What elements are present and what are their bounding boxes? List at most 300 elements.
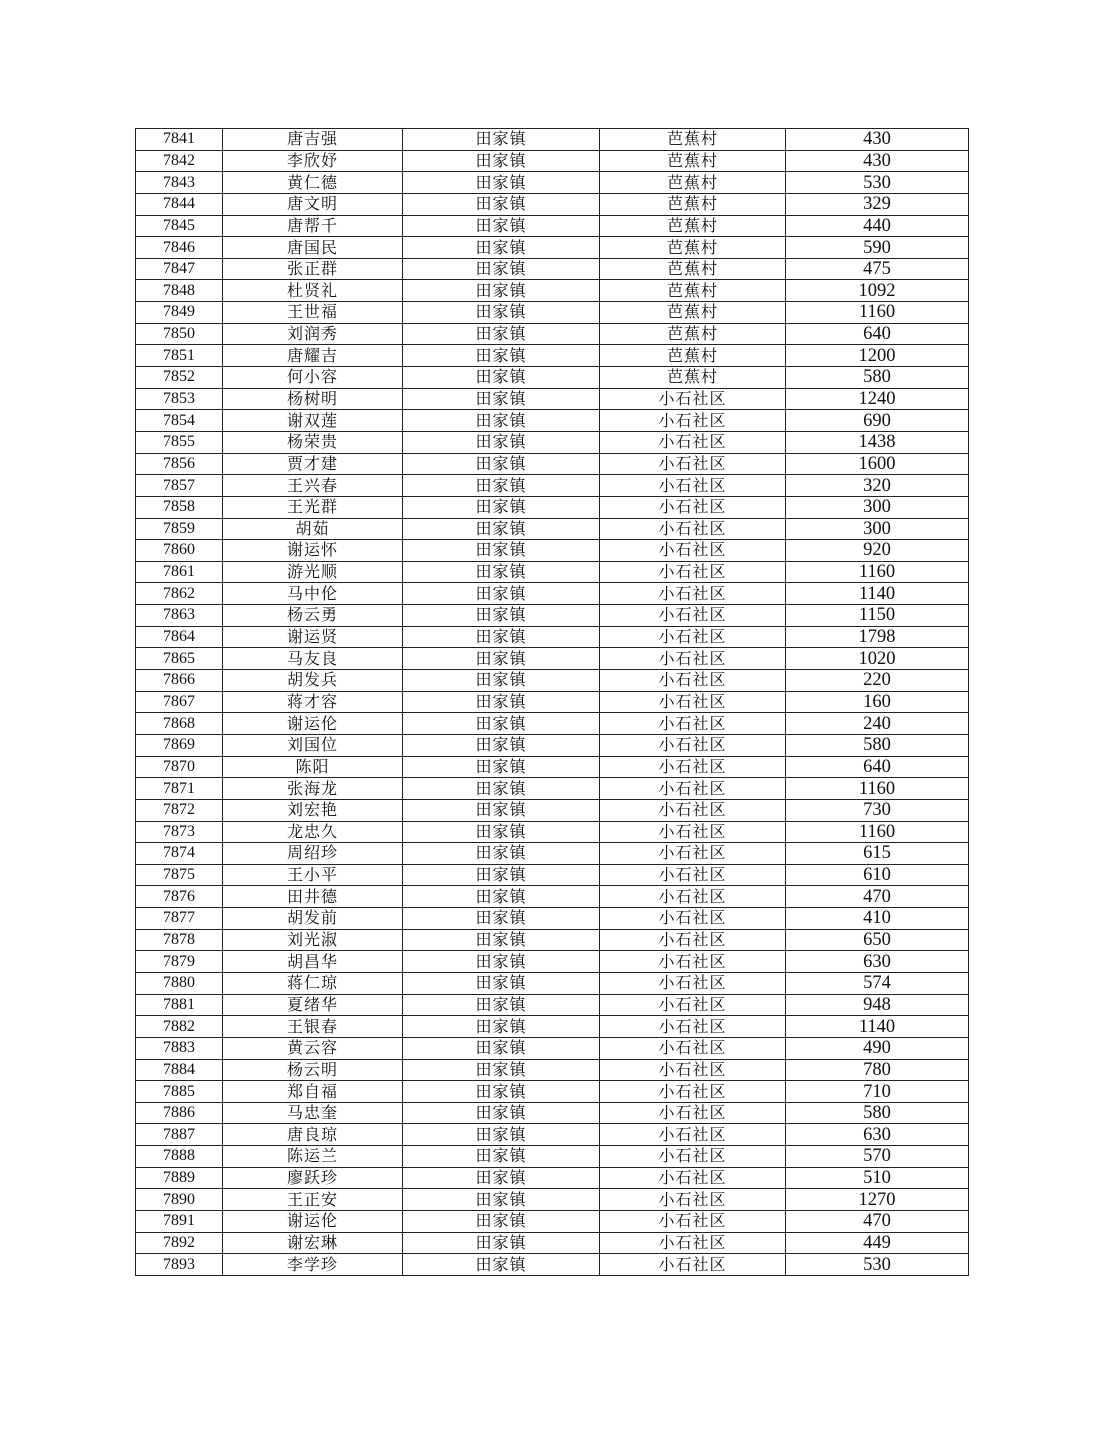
amount-cell: 590 <box>786 237 969 259</box>
table-row <box>136 864 969 886</box>
row-number-cell: 7883 <box>136 1037 223 1059</box>
row-number-cell: 7885 <box>136 1081 223 1103</box>
amount-cell: 574 <box>786 972 969 994</box>
town-cell: 田家镇 <box>403 864 600 886</box>
row-number-cell: 7868 <box>136 713 223 735</box>
amount-cell: 640 <box>786 323 969 345</box>
village-cell: 小石社区 <box>600 605 786 627</box>
name-cell: 王小平 <box>223 864 403 886</box>
village-cell: 小石社区 <box>600 1037 786 1059</box>
village-cell: 小石社区 <box>600 431 786 453</box>
table-row <box>136 1081 969 1103</box>
village-cell: 小石社区 <box>600 475 786 497</box>
village-cell: 小石社区 <box>600 1254 786 1276</box>
village-cell: 小石社区 <box>600 951 786 973</box>
town-cell: 田家镇 <box>403 1124 600 1146</box>
table-row <box>136 583 969 605</box>
table-row <box>136 1059 969 1081</box>
amount-cell: 1798 <box>786 626 969 648</box>
amount-cell: 475 <box>786 258 969 280</box>
amount-cell: 510 <box>786 1167 969 1189</box>
row-number-cell: 7854 <box>136 410 223 432</box>
table-row <box>136 496 969 518</box>
row-number-cell: 7874 <box>136 843 223 865</box>
table-row <box>136 605 969 627</box>
table-row <box>136 821 969 843</box>
village-cell: 小石社区 <box>600 1059 786 1081</box>
amount-cell: 580 <box>786 367 969 389</box>
amount-cell: 1020 <box>786 648 969 670</box>
village-cell: 小石社区 <box>600 626 786 648</box>
row-number-cell: 7880 <box>136 972 223 994</box>
town-cell: 田家镇 <box>403 129 600 151</box>
village-cell: 小石社区 <box>600 648 786 670</box>
town-cell: 田家镇 <box>403 648 600 670</box>
row-number-cell: 7851 <box>136 345 223 367</box>
name-cell: 刘润秀 <box>223 323 403 345</box>
row-number-cell: 7886 <box>136 1102 223 1124</box>
village-cell: 芭蕉村 <box>600 280 786 302</box>
town-cell: 田家镇 <box>403 756 600 778</box>
row-number-cell: 7844 <box>136 193 223 215</box>
town-cell: 田家镇 <box>403 929 600 951</box>
name-cell: 胡昌华 <box>223 951 403 973</box>
amount-cell: 329 <box>786 193 969 215</box>
village-cell: 小石社区 <box>600 778 786 800</box>
table-row <box>136 929 969 951</box>
amount-cell: 490 <box>786 1037 969 1059</box>
row-number-cell: 7891 <box>136 1211 223 1233</box>
table-row <box>136 756 969 778</box>
table-row <box>136 388 969 410</box>
village-cell: 小石社区 <box>600 1167 786 1189</box>
table-row <box>136 453 969 475</box>
table-row <box>136 972 969 994</box>
village-cell: 芭蕉村 <box>600 302 786 324</box>
village-cell: 小石社区 <box>600 691 786 713</box>
amount-cell: 730 <box>786 799 969 821</box>
table-row <box>136 886 969 908</box>
row-number-cell: 7847 <box>136 258 223 280</box>
amount-cell: 610 <box>786 864 969 886</box>
amount-cell: 948 <box>786 994 969 1016</box>
village-cell: 芭蕉村 <box>600 172 786 194</box>
village-cell: 芭蕉村 <box>600 150 786 172</box>
town-cell: 田家镇 <box>403 323 600 345</box>
village-cell: 小石社区 <box>600 843 786 865</box>
town-cell: 田家镇 <box>403 1146 600 1168</box>
row-number-cell: 7869 <box>136 734 223 756</box>
row-number-cell: 7843 <box>136 172 223 194</box>
table-row <box>136 713 969 735</box>
village-cell: 小石社区 <box>600 453 786 475</box>
name-cell: 谢运怀 <box>223 540 403 562</box>
town-cell: 田家镇 <box>403 1059 600 1081</box>
row-number-cell: 7861 <box>136 561 223 583</box>
table-row <box>136 1167 969 1189</box>
amount-cell: 1150 <box>786 605 969 627</box>
name-cell: 胡发兵 <box>223 670 403 692</box>
village-cell: 芭蕉村 <box>600 129 786 151</box>
amount-cell: 920 <box>786 540 969 562</box>
row-number-cell: 7881 <box>136 994 223 1016</box>
name-cell: 唐良琼 <box>223 1124 403 1146</box>
town-cell: 田家镇 <box>403 561 600 583</box>
name-cell: 田井德 <box>223 886 403 908</box>
village-cell: 小石社区 <box>600 886 786 908</box>
name-cell: 唐帮千 <box>223 215 403 237</box>
table-row <box>136 475 969 497</box>
name-cell: 谢运贤 <box>223 626 403 648</box>
name-cell: 胡发前 <box>223 908 403 930</box>
table-row <box>136 734 969 756</box>
amount-cell: 1240 <box>786 388 969 410</box>
name-cell: 夏绪华 <box>223 994 403 1016</box>
town-cell: 田家镇 <box>403 475 600 497</box>
row-number-cell: 7855 <box>136 431 223 453</box>
name-cell: 陈运兰 <box>223 1146 403 1168</box>
table-row <box>136 518 969 540</box>
village-cell: 小石社区 <box>600 1146 786 1168</box>
name-cell: 胡茹 <box>223 518 403 540</box>
amount-cell: 1200 <box>786 345 969 367</box>
amount-cell: 160 <box>786 691 969 713</box>
name-cell: 游光顺 <box>223 561 403 583</box>
amount-cell: 630 <box>786 1124 969 1146</box>
town-cell: 田家镇 <box>403 172 600 194</box>
row-number-cell: 7856 <box>136 453 223 475</box>
row-number-cell: 7849 <box>136 302 223 324</box>
table-row <box>136 172 969 194</box>
table-row <box>136 367 969 389</box>
row-number-cell: 7872 <box>136 799 223 821</box>
name-cell: 刘国位 <box>223 734 403 756</box>
row-number-cell: 7877 <box>136 908 223 930</box>
village-cell: 小石社区 <box>600 496 786 518</box>
row-number-cell: 7848 <box>136 280 223 302</box>
row-number-cell: 7893 <box>136 1254 223 1276</box>
table-row <box>136 561 969 583</box>
name-cell: 杨云明 <box>223 1059 403 1081</box>
amount-cell: 710 <box>786 1081 969 1103</box>
name-cell: 谢运伦 <box>223 1211 403 1233</box>
row-number-cell: 7892 <box>136 1232 223 1254</box>
amount-cell: 1140 <box>786 1016 969 1038</box>
village-cell: 小石社区 <box>600 1211 786 1233</box>
row-number-cell: 7882 <box>136 1016 223 1038</box>
village-cell: 小石社区 <box>600 756 786 778</box>
town-cell: 田家镇 <box>403 734 600 756</box>
village-cell: 小石社区 <box>600 1102 786 1124</box>
town-cell: 田家镇 <box>403 1189 600 1211</box>
name-cell: 王光群 <box>223 496 403 518</box>
village-cell: 小石社区 <box>600 821 786 843</box>
table-row <box>136 994 969 1016</box>
row-number-cell: 7860 <box>136 540 223 562</box>
town-cell: 田家镇 <box>403 150 600 172</box>
amount-cell: 470 <box>786 1211 969 1233</box>
name-cell: 唐国民 <box>223 237 403 259</box>
name-cell: 周绍珍 <box>223 843 403 865</box>
table-row <box>136 193 969 215</box>
table-row <box>136 215 969 237</box>
village-cell: 芭蕉村 <box>600 237 786 259</box>
row-number-cell: 7863 <box>136 605 223 627</box>
town-cell: 田家镇 <box>403 778 600 800</box>
table-row <box>136 951 969 973</box>
row-number-cell: 7871 <box>136 778 223 800</box>
table-row <box>136 908 969 930</box>
row-number-cell: 7857 <box>136 475 223 497</box>
name-cell: 陈阳 <box>223 756 403 778</box>
town-cell: 田家镇 <box>403 1037 600 1059</box>
amount-cell: 1160 <box>786 302 969 324</box>
row-number-cell: 7884 <box>136 1059 223 1081</box>
village-cell: 小石社区 <box>600 1189 786 1211</box>
amount-cell: 470 <box>786 886 969 908</box>
row-number-cell: 7875 <box>136 864 223 886</box>
name-cell: 马忠奎 <box>223 1102 403 1124</box>
town-cell: 田家镇 <box>403 821 600 843</box>
amount-cell: 580 <box>786 734 969 756</box>
row-number-cell: 7864 <box>136 626 223 648</box>
town-cell: 田家镇 <box>403 367 600 389</box>
row-number-cell: 7873 <box>136 821 223 843</box>
name-cell: 谢双莲 <box>223 410 403 432</box>
town-cell: 田家镇 <box>403 540 600 562</box>
amount-cell: 430 <box>786 129 969 151</box>
town-cell: 田家镇 <box>403 410 600 432</box>
town-cell: 田家镇 <box>403 713 600 735</box>
name-cell: 王兴春 <box>223 475 403 497</box>
amount-cell: 1270 <box>786 1189 969 1211</box>
name-cell: 谢运伦 <box>223 713 403 735</box>
village-cell: 小石社区 <box>600 670 786 692</box>
amount-cell: 1092 <box>786 280 969 302</box>
name-cell: 唐耀吉 <box>223 345 403 367</box>
table-row <box>136 323 969 345</box>
amount-cell: 530 <box>786 1254 969 1276</box>
row-number-cell: 7852 <box>136 367 223 389</box>
row-number-cell: 7879 <box>136 951 223 973</box>
village-cell: 小石社区 <box>600 518 786 540</box>
table-row <box>136 237 969 259</box>
village-cell: 芭蕉村 <box>600 345 786 367</box>
town-cell: 田家镇 <box>403 518 600 540</box>
table-row <box>136 302 969 324</box>
village-cell: 小石社区 <box>600 972 786 994</box>
row-number-cell: 7865 <box>136 648 223 670</box>
town-cell: 田家镇 <box>403 496 600 518</box>
name-cell: 龙忠久 <box>223 821 403 843</box>
town-cell: 田家镇 <box>403 1016 600 1038</box>
town-cell: 田家镇 <box>403 1102 600 1124</box>
table-row <box>136 1016 969 1038</box>
amount-cell: 650 <box>786 929 969 951</box>
amount-cell: 1160 <box>786 561 969 583</box>
town-cell: 田家镇 <box>403 1211 600 1233</box>
table-row <box>136 648 969 670</box>
table-row <box>136 670 969 692</box>
amount-cell: 570 <box>786 1146 969 1168</box>
table-row <box>136 1146 969 1168</box>
row-number-cell: 7858 <box>136 496 223 518</box>
name-cell: 蒋仁琼 <box>223 972 403 994</box>
town-cell: 田家镇 <box>403 1081 600 1103</box>
village-cell: 小石社区 <box>600 388 786 410</box>
name-cell: 张正群 <box>223 258 403 280</box>
row-number-cell: 7887 <box>136 1124 223 1146</box>
amount-cell: 615 <box>786 843 969 865</box>
amount-cell: 240 <box>786 713 969 735</box>
table-row <box>136 540 969 562</box>
name-cell: 李学珍 <box>223 1254 403 1276</box>
amount-cell: 1600 <box>786 453 969 475</box>
table-row <box>136 129 969 151</box>
village-cell: 小石社区 <box>600 799 786 821</box>
row-number-cell: 7862 <box>136 583 223 605</box>
table-row <box>136 1232 969 1254</box>
amount-cell: 1160 <box>786 821 969 843</box>
amount-cell: 300 <box>786 496 969 518</box>
village-cell: 小石社区 <box>600 410 786 432</box>
town-cell: 田家镇 <box>403 453 600 475</box>
amount-cell: 220 <box>786 670 969 692</box>
name-cell: 马友良 <box>223 648 403 670</box>
town-cell: 田家镇 <box>403 258 600 280</box>
town-cell: 田家镇 <box>403 605 600 627</box>
amount-cell: 1140 <box>786 583 969 605</box>
table-row <box>136 778 969 800</box>
town-cell: 田家镇 <box>403 951 600 973</box>
table-body <box>136 129 969 1276</box>
village-cell: 芭蕉村 <box>600 367 786 389</box>
row-number-cell: 7850 <box>136 323 223 345</box>
table-row <box>136 1254 969 1276</box>
name-cell: 杜贤礼 <box>223 280 403 302</box>
village-cell: 芭蕉村 <box>600 258 786 280</box>
name-cell: 王银春 <box>223 1016 403 1038</box>
town-cell: 田家镇 <box>403 972 600 994</box>
town-cell: 田家镇 <box>403 670 600 692</box>
row-number-cell: 7859 <box>136 518 223 540</box>
row-number-cell: 7845 <box>136 215 223 237</box>
row-number-cell: 7888 <box>136 1146 223 1168</box>
name-cell: 杨云勇 <box>223 605 403 627</box>
village-cell: 小石社区 <box>600 540 786 562</box>
table-row <box>136 150 969 172</box>
name-cell: 蒋才容 <box>223 691 403 713</box>
town-cell: 田家镇 <box>403 626 600 648</box>
table-row <box>136 626 969 648</box>
row-number-cell: 7842 <box>136 150 223 172</box>
name-cell: 黄仁德 <box>223 172 403 194</box>
amount-cell: 580 <box>786 1102 969 1124</box>
table-row <box>136 431 969 453</box>
table-row <box>136 799 969 821</box>
town-cell: 田家镇 <box>403 691 600 713</box>
amount-cell: 640 <box>786 756 969 778</box>
amount-cell: 430 <box>786 150 969 172</box>
table-row <box>136 691 969 713</box>
village-cell: 小石社区 <box>600 561 786 583</box>
name-cell: 王世福 <box>223 302 403 324</box>
name-cell: 廖跃珍 <box>223 1167 403 1189</box>
town-cell: 田家镇 <box>403 843 600 865</box>
town-cell: 田家镇 <box>403 280 600 302</box>
row-number-cell: 7870 <box>136 756 223 778</box>
amount-cell: 410 <box>786 908 969 930</box>
name-cell: 李欣妤 <box>223 150 403 172</box>
amount-cell: 1160 <box>786 778 969 800</box>
town-cell: 田家镇 <box>403 799 600 821</box>
name-cell: 张海龙 <box>223 778 403 800</box>
data-table <box>135 128 969 1276</box>
amount-cell: 440 <box>786 215 969 237</box>
name-cell: 郑自福 <box>223 1081 403 1103</box>
table-row <box>136 1211 969 1233</box>
town-cell: 田家镇 <box>403 237 600 259</box>
name-cell: 刘光淑 <box>223 929 403 951</box>
town-cell: 田家镇 <box>403 908 600 930</box>
town-cell: 田家镇 <box>403 886 600 908</box>
village-cell: 小石社区 <box>600 1081 786 1103</box>
village-cell: 小石社区 <box>600 864 786 886</box>
town-cell: 田家镇 <box>403 302 600 324</box>
name-cell: 谢宏琳 <box>223 1232 403 1254</box>
amount-cell: 1438 <box>786 431 969 453</box>
table-row <box>136 258 969 280</box>
village-cell: 小石社区 <box>600 713 786 735</box>
amount-cell: 300 <box>786 518 969 540</box>
row-number-cell: 7867 <box>136 691 223 713</box>
row-number-cell: 7876 <box>136 886 223 908</box>
amount-cell: 630 <box>786 951 969 973</box>
row-number-cell: 7841 <box>136 129 223 151</box>
name-cell: 何小容 <box>223 367 403 389</box>
table-row <box>136 345 969 367</box>
name-cell: 唐吉强 <box>223 129 403 151</box>
row-number-cell: 7878 <box>136 929 223 951</box>
town-cell: 田家镇 <box>403 345 600 367</box>
table-row <box>136 410 969 432</box>
amount-cell: 320 <box>786 475 969 497</box>
name-cell: 杨树明 <box>223 388 403 410</box>
town-cell: 田家镇 <box>403 193 600 215</box>
table-row <box>136 1037 969 1059</box>
amount-cell: 530 <box>786 172 969 194</box>
village-cell: 小石社区 <box>600 1124 786 1146</box>
village-cell: 芭蕉村 <box>600 193 786 215</box>
town-cell: 田家镇 <box>403 583 600 605</box>
town-cell: 田家镇 <box>403 1167 600 1189</box>
name-cell: 刘宏艳 <box>223 799 403 821</box>
name-cell: 唐文明 <box>223 193 403 215</box>
village-cell: 小石社区 <box>600 583 786 605</box>
village-cell: 芭蕉村 <box>600 215 786 237</box>
village-cell: 小石社区 <box>600 994 786 1016</box>
amount-cell: 690 <box>786 410 969 432</box>
row-number-cell: 7853 <box>136 388 223 410</box>
name-cell: 王正安 <box>223 1189 403 1211</box>
row-number-cell: 7846 <box>136 237 223 259</box>
table-row <box>136 1102 969 1124</box>
amount-cell: 449 <box>786 1232 969 1254</box>
village-cell: 芭蕉村 <box>600 323 786 345</box>
name-cell: 杨荣贵 <box>223 431 403 453</box>
town-cell: 田家镇 <box>403 1254 600 1276</box>
table-row <box>136 1189 969 1211</box>
